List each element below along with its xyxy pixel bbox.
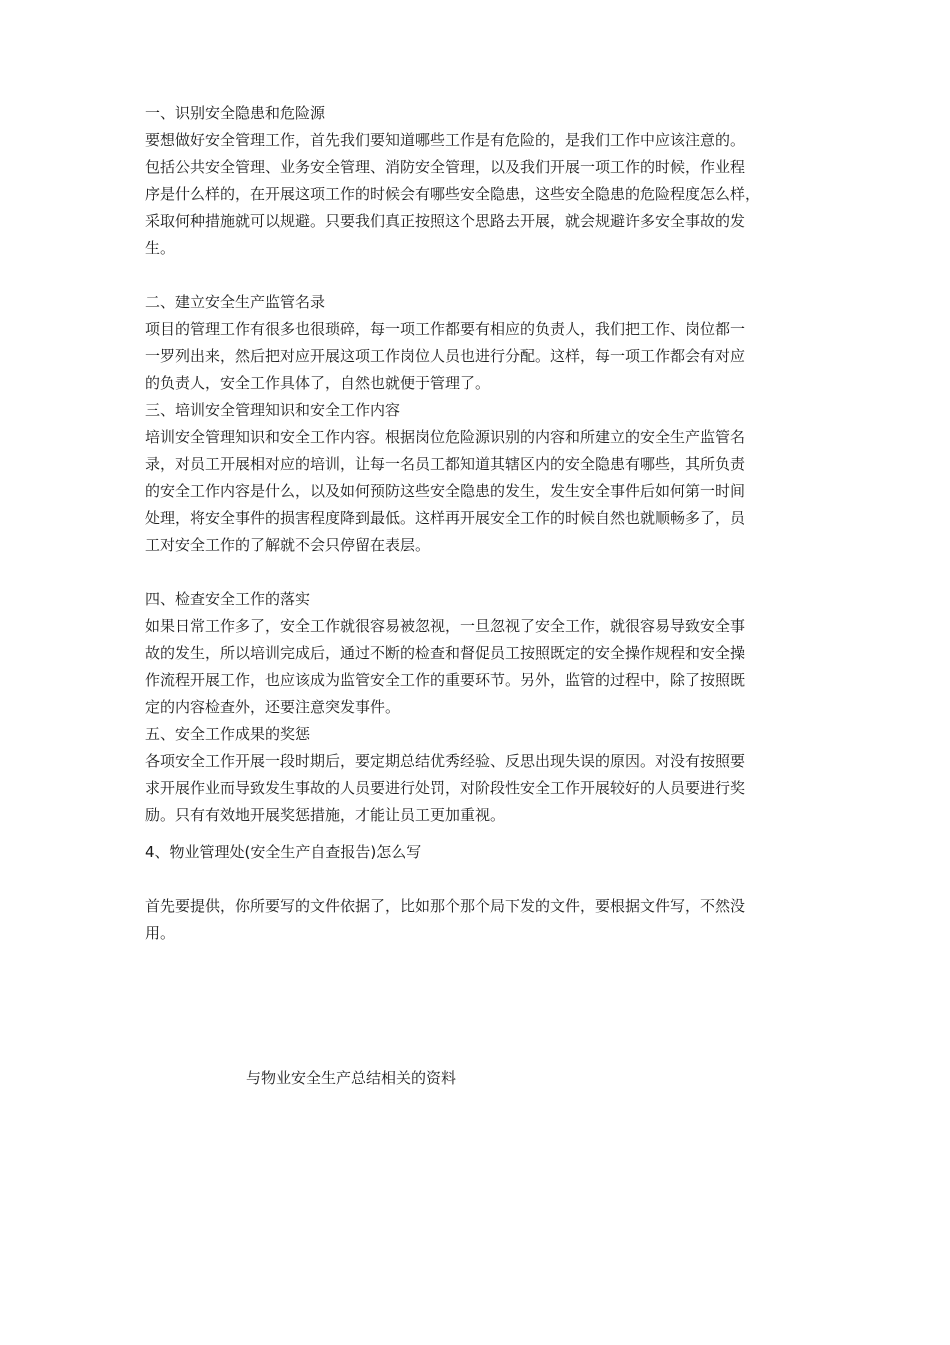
section-1 xyxy=(145,100,820,262)
paragraph-line: 励。只有有效地开展奖惩措施，才能让员工更加重视。 xyxy=(145,806,506,824)
question-heading: 4、物业管理处(安全生产自查报告)怎么写 xyxy=(145,843,422,861)
section-3 xyxy=(145,397,820,559)
spacer xyxy=(145,829,820,839)
paragraph-line: 定的内容检查外，还要注意突发事件。 xyxy=(145,698,401,716)
paragraph-line: 工对安全工作的了解就不会只停留在表层。 xyxy=(145,536,431,554)
section-heading: 一、识别安全隐患和危险源 xyxy=(145,104,326,122)
document-body xyxy=(145,100,820,947)
paragraph-line: 作流程开展工作，也应该成为监管安全工作的重要环节。另外，监管的过程中，除了按照既 xyxy=(145,671,746,689)
paragraph-line: 处理，将安全事件的损害程度降到最低。这样再开展安全工作的时候自然也就顺畅多了，员 xyxy=(145,509,746,527)
paragraph-line: 采取何种措施就可以规避。只要我们真正按照这个思路去开展，就会规避许多安全事故的发 xyxy=(145,212,746,230)
paragraph-line: 故的发生，所以培训完成后，通过不断的检查和督促员工按照既定的安全操作规程和安全操 xyxy=(145,644,746,662)
section-heading: 二、建立安全生产监管名录 xyxy=(145,293,326,311)
paragraph-line: 包括公共安全管理、业务安全管理、消防安全管理，以及我们开展一项工作的时候，作业程 xyxy=(145,158,746,176)
section-5 xyxy=(145,721,820,829)
answer-paragraph xyxy=(145,893,820,947)
paragraph-line: 如果日常工作多了，安全工作就很容易被忽视，一旦忽视了安全工作，就很容易导致安全事 xyxy=(145,617,746,635)
section-2 xyxy=(145,289,820,397)
section-4 xyxy=(145,586,820,721)
section-heading: 四、检查安全工作的落实 xyxy=(145,590,311,608)
paragraph-line: 的负责人，安全工作具体了，自然也就便于管理了。 xyxy=(145,374,491,392)
paragraph-line: 求开展作业而导致发生事故的人员要进行处罚，对阶段性安全工作开展较好的人员要进行奖 xyxy=(145,779,746,797)
spacer xyxy=(145,559,820,586)
section-heading: 三、培训安全管理知识和安全工作内容 xyxy=(145,401,401,419)
paragraph-line: 培训安全管理知识和安全工作内容。根据岗位危险源识别的内容和所建立的安全生产监管名 xyxy=(145,428,746,446)
related-materials-title: 与物业安全生产总结相关的资料 xyxy=(246,1069,457,1087)
spacer xyxy=(145,262,820,289)
spacer xyxy=(145,866,820,893)
paragraph-line: 要想做好安全管理工作，首先我们要知道哪些工作是有危险的，是我们工作中应该注意的。 xyxy=(145,131,746,149)
paragraph-line: 各项安全工作开展一段时期后，要定期总结优秀经验、反思出现失误的原因。对没有按照要 xyxy=(145,752,746,770)
paragraph-line: 一罗列出来，然后把对应开展这项工作岗位人员也进行分配。这样，每一项工作都会有对应 xyxy=(145,347,746,365)
paragraph-line: 的安全工作内容是什么，以及如何预防这些安全隐患的发生，发生安全事件后如何第一时间 xyxy=(145,482,746,500)
paragraph-line: 用。 xyxy=(145,924,176,942)
section-heading: 五、安全工作成果的奖惩 xyxy=(145,725,311,743)
paragraph-line: 序是什么样的，在开展这项工作的时候会有哪些安全隐患，这些安全隐患的危险程度怎么样， xyxy=(145,185,761,203)
paragraph-line: 首先要提供，你所要写的文件依据了，比如那个那个局下发的文件，要根据文件写，不然没 xyxy=(145,897,746,915)
paragraph-line: 录，对员工开展相对应的培训，让每一名员工都知道其辖区内的安全隐患有哪些，其所负责 xyxy=(145,455,746,473)
paragraph-line: 项目的管理工作有很多也很琐碎，每一项工作都要有相应的负责人，我们把工作、岗位都一 xyxy=(145,320,746,338)
question-section xyxy=(145,839,820,866)
paragraph-line: 生。 xyxy=(145,239,176,257)
